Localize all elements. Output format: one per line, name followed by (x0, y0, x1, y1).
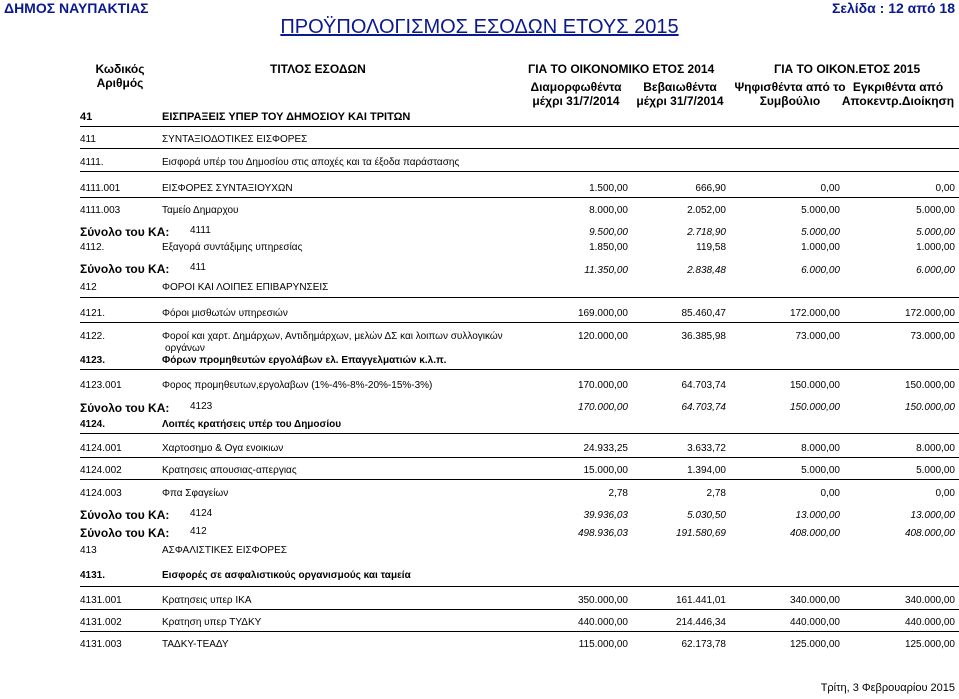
row-code: 411 (80, 134, 96, 145)
code-label-line2: Αριθμός (96, 76, 144, 90)
certified-label-line1: Βεβαιωθέντα (643, 80, 717, 94)
value-certified: 214.446,34 (675, 617, 726, 628)
value-certified: 3.633,72 (687, 443, 726, 454)
value-approved: 172.000,00 (904, 308, 955, 319)
column-header-approved (840, 80, 956, 108)
value-certified: 119,58 (696, 242, 726, 253)
row-separator (80, 433, 959, 434)
value-certified: 1.394,00 (687, 465, 726, 476)
value-approved: 0,00 (935, 183, 955, 194)
row-title: Κρατησεις απουσιας-απεργιας (162, 465, 297, 476)
value-voted: 5.000,00 (801, 205, 840, 216)
sum-value-approved: 13.000,00 (910, 510, 955, 521)
value-voted: 440.000,00 (789, 617, 840, 628)
row-code: 4111.001 (80, 183, 121, 194)
sum-value-formed: 170.000,00 (577, 402, 628, 413)
value-approved: 1.000,00 (916, 242, 955, 253)
value-approved: 440.000,00 (904, 617, 955, 628)
sum-value-voted: 408.000,00 (789, 528, 840, 539)
value-formed: 1.500,00 (589, 183, 628, 194)
value-voted: 150.000,00 (789, 380, 840, 391)
value-formed: 1.850,00 (589, 242, 628, 253)
value-approved: 150.000,00 (904, 380, 955, 391)
row-code: 4131. (80, 570, 106, 581)
certified-label-line2: μέχρι 31/7/2014 (636, 94, 724, 108)
value-certified: 62.173,78 (681, 639, 726, 650)
value-certified: 2,78 (706, 488, 726, 499)
value-formed: 350.000,00 (577, 595, 628, 606)
value-approved: 0,00 (935, 488, 955, 499)
row-title: Ταμείο Δημαρχου (162, 205, 239, 216)
sum-value-approved: 5.000,00 (916, 227, 955, 238)
sum-value-voted: 150.000,00 (789, 402, 840, 413)
approved-label-line2: Αποκεντρ.Διοίκηση (841, 94, 955, 108)
voted-label-line1: Ψηφισθέντα από το (734, 80, 846, 94)
row-separator (80, 171, 959, 172)
value-certified: 85.460,47 (681, 308, 726, 319)
sum-value-approved: 6.000,00 (916, 265, 955, 276)
sum-value-voted: 6.000,00 (801, 265, 840, 276)
row-title: Κρατηση υπερ ΤΥΔΚΥ (162, 617, 262, 628)
code-label-line1: Κωδικός (95, 62, 145, 76)
sum-value-formed: 11.350,00 (584, 265, 628, 276)
value-voted: 0,00 (820, 488, 840, 499)
voted-label-line2: Συμβούλιο (759, 94, 821, 108)
row-code: 4111.003 (80, 205, 121, 216)
value-voted: 0,00 (820, 183, 840, 194)
value-voted: 73.000,00 (795, 331, 840, 342)
sum-value-voted: 5.000,00 (801, 227, 840, 238)
column-header-formed (520, 80, 632, 108)
row-separator (80, 148, 959, 149)
row-code: 413 (80, 545, 97, 556)
column-header-voted (732, 80, 848, 108)
row-code: 4124. (80, 419, 106, 430)
sum-code: 412 (190, 526, 207, 537)
sum-value-certified: 64.703,74 (681, 402, 726, 413)
value-certified: 2.052,00 (687, 205, 726, 216)
row-code: 4112. (80, 242, 105, 253)
row-code: 4121. (80, 308, 106, 319)
row-title: Λοιπές κρατήσεις υπέρ του Δημοσίου (162, 419, 342, 430)
sum-value-approved: 408.000,00 (904, 528, 955, 539)
row-code: 4123.001 (80, 380, 122, 391)
column-header-certified (630, 80, 730, 108)
value-approved: 125.000,00 (904, 639, 955, 650)
column-header-code (80, 62, 160, 90)
row-code: 4124.002 (80, 465, 122, 476)
row-code: 4124.003 (80, 488, 122, 499)
footer-date: Τρίτη, 3 Φεβρουαρίου 2015 (820, 682, 955, 694)
row-title: Εισφορές σε ασφαλιστικούς οργανισμούς και ταμεία (162, 570, 411, 581)
row-title: Εισφορά υπέρ του Δημοσίου στις αποχές και τα έξοδα παράστασης (162, 157, 460, 168)
row-separator (80, 126, 959, 127)
municipality-name: ΔΗΜΟΣ ΝΑΥΠΑΚΤΙΑΣ (4, 0, 149, 16)
value-certified: 64.703,74 (681, 380, 726, 391)
row-title: ΣΥΝΤΑΞΙΟΔΟΤΙΚΕΣ ΕΙΣΦΟΡΕΣ (162, 134, 308, 145)
row-title: Χαρτοσημο & Ογα ενοικιων (162, 443, 284, 454)
sum-value-formed: 9.500,00 (589, 227, 628, 238)
value-approved: 73.000,00 (910, 331, 955, 342)
formed-label-line1: Διαμορφωθέντα (530, 80, 622, 94)
sum-code: 4123 (190, 401, 213, 412)
row-separator (80, 369, 959, 370)
row-code: 4131.003 (80, 639, 122, 650)
column-header-group-2014: ΓΙΑ ΤΟ ΟΙΚΟΝΟΜΙΚΟ ΕΤΟΣ 2014 (528, 62, 715, 76)
sum-code: 4111 (190, 225, 211, 236)
value-formed: 24.933,25 (583, 443, 628, 454)
sum-label: Σύνολο του ΚΑ: (80, 225, 170, 239)
approved-label-line1: Εγκριθέντα από (852, 80, 944, 94)
sum-value-certified: 191.580,69 (675, 528, 726, 539)
sum-value-formed: 39.936,03 (583, 510, 628, 521)
column-header-group-2015: ΓΙΑ ΤΟ ΟΙΚΟΝ.ΕΤΟΣ 2015 (774, 62, 921, 76)
value-formed: 170.000,00 (577, 380, 628, 391)
sum-label: Σύνολο του ΚΑ: (80, 508, 170, 522)
row-title: Φόρων προμηθευτών εργολάβων ελ. Επαγγελματιών κ.λ.π. (162, 355, 447, 366)
sum-label: Σύνολο του ΚΑ: (80, 262, 170, 276)
row-title: Φόροι μισθωτών υπηρεσιών (162, 308, 288, 319)
row-code: 4124.001 (80, 443, 122, 454)
row-code: 4111. (80, 157, 104, 168)
row-separator (80, 479, 959, 480)
row-title: Φπα Σφαγείων (162, 488, 229, 499)
row-title: ΦΟΡΟΙ ΚΑΙ ΛΟΙΠΕΣ ΕΠΙΒΑΡΥΝΣΕΙΣ (162, 282, 329, 293)
sum-code: 4124 (190, 508, 213, 519)
value-voted: 1.000,00 (801, 242, 840, 253)
sum-label: Σύνολο του ΚΑ: (80, 526, 170, 540)
row-code: 4131.001 (80, 595, 122, 606)
row-separator (80, 457, 959, 458)
value-certified: 161.441,01 (675, 595, 726, 606)
row-title: ΑΣΦΑΛΙΣΤΙΚΕΣ ΕΙΣΦΟΡΕΣ (162, 545, 287, 556)
value-certified: 666,90 (695, 183, 726, 194)
value-voted: 5.000,00 (801, 465, 840, 476)
sum-value-approved: 150.000,00 (904, 402, 955, 413)
formed-label-line2: μέχρι 31/7/2014 (532, 94, 620, 108)
row-title: ΕΙΣΦΟΡΕΣ ΣΥΝΤΑΞΙΟΥΧΩΝ (162, 183, 293, 194)
value-voted: 172.000,00 (789, 308, 840, 319)
value-voted: 125.000,00 (789, 639, 840, 650)
row-title: Φοροί και χαρτ. Δημάρχων, Αντιδημάρχων, μελών ΔΣ και λοιπων συλλογικών (162, 331, 503, 342)
value-voted: 8.000,00 (801, 443, 840, 454)
row-code: 41 (80, 111, 93, 123)
row-title: ΕΙΣΠΡΑΞΕΙΣ ΥΠΕΡ ΤΟΥ ΔΗΜΟΣΙΟΥ ΚΑΙ ΤΡΙΤΩΝ (162, 111, 411, 123)
value-formed: 120.000,00 (577, 331, 628, 342)
value-formed: 440.000,00 (577, 617, 628, 628)
value-formed: 2,78 (608, 488, 628, 499)
row-code: 4123. (80, 355, 106, 366)
sum-code: 411 (190, 262, 206, 273)
row-separator (80, 297, 959, 298)
row-separator (80, 197, 959, 198)
row-title: ΤΑΔΚΥ-ΤΕΑΔΥ (162, 639, 229, 650)
document-title: ΠΡΟΫΠΟΛΟΓΙΣΜΟΣ ΕΣΟΔΩΝ ΕΤΟΥΣ 2015 (280, 16, 679, 38)
value-approved: 8.000,00 (916, 443, 955, 454)
sum-value-certified: 2.718,90 (687, 227, 726, 238)
column-header-title: ΤΙΤΛΟΣ ΕΣΟΔΩΝ (270, 62, 366, 76)
row-separator (80, 631, 959, 632)
row-separator (80, 609, 959, 610)
value-voted: 340.000,00 (789, 595, 840, 606)
sum-value-voted: 13.000,00 (795, 510, 840, 521)
row-code: 412 (80, 282, 97, 293)
row-code: 4122. (80, 331, 106, 342)
row-separator (80, 322, 959, 323)
row-title: Κρατησεις υπερ ΙΚΑ (162, 595, 252, 606)
value-formed: 8.000,00 (589, 205, 628, 216)
row-code: 4131.002 (80, 617, 122, 628)
sum-label: Σύνολο του ΚΑ: (80, 401, 170, 415)
value-approved: 5.000,00 (916, 465, 955, 476)
value-formed: 169.000,00 (577, 308, 628, 319)
page-number: Σελίδα : 12 από 18 (831, 0, 955, 16)
value-formed: 115.000,00 (578, 639, 628, 650)
value-approved: 5.000,00 (916, 205, 955, 216)
row-title: Εξαγορά συντάξιμης υπηρεσίας (162, 242, 303, 253)
row-title-continuation: οργάνων (165, 343, 205, 354)
sum-value-certified: 5.030,50 (687, 510, 726, 521)
row-separator (80, 586, 959, 587)
value-formed: 15.000,00 (583, 465, 628, 476)
sum-value-certified: 2.838,48 (687, 265, 726, 276)
value-approved: 340.000,00 (904, 595, 955, 606)
value-certified: 36.385,98 (681, 331, 726, 342)
sum-value-formed: 498.936,03 (577, 528, 628, 539)
row-title: Φορος προμηθευτων,εργολαβων (1%-4%-8%-20%-15%-3%) (162, 380, 433, 391)
